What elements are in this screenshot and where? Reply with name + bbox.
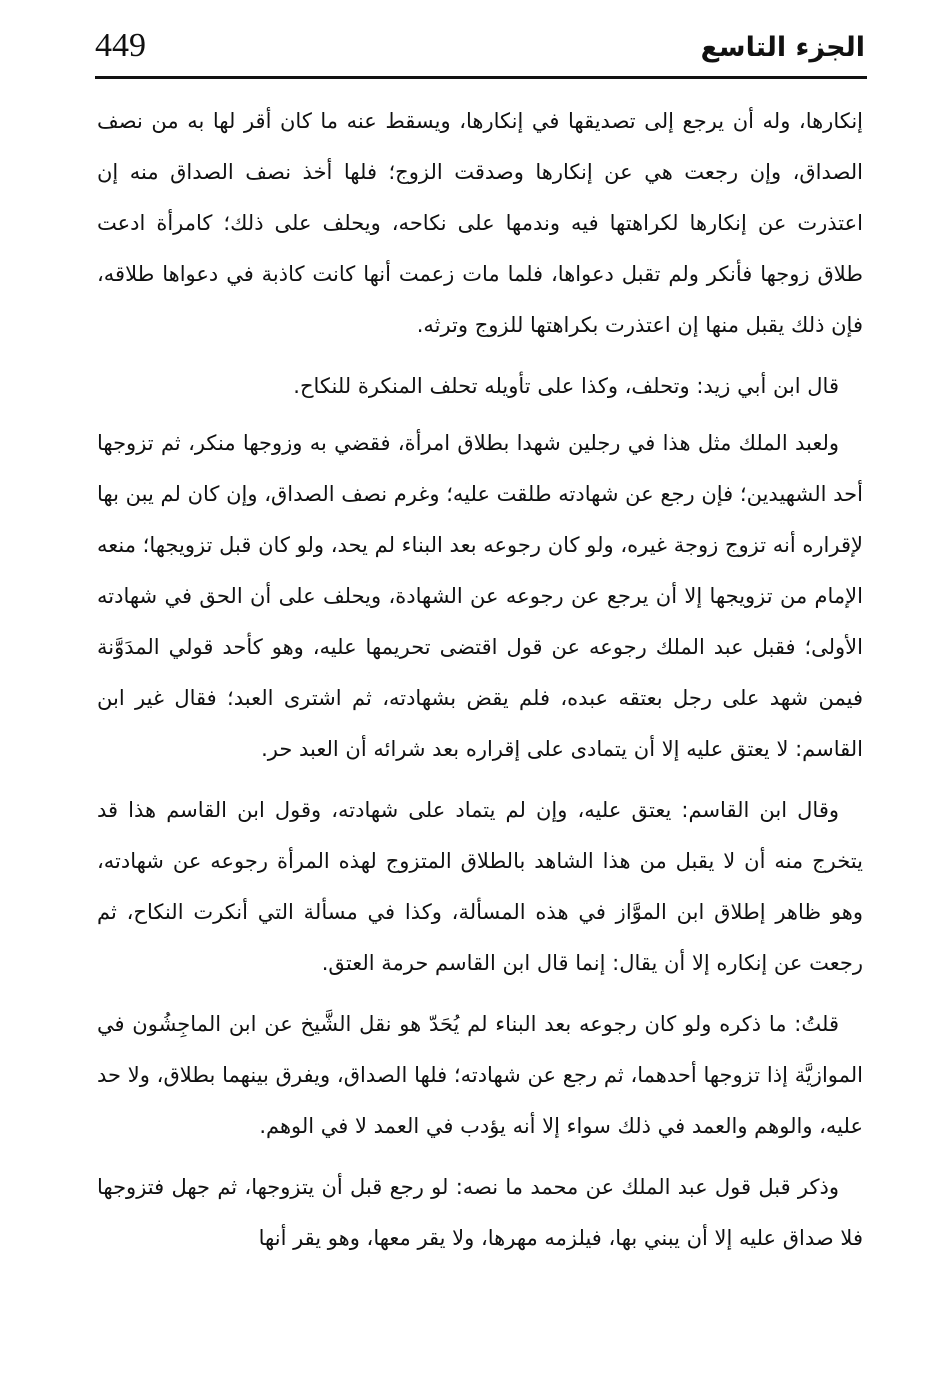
page-header [95,22,865,72]
running-title: الجزء التاسع [700,32,865,63]
page-number: 449 [95,27,146,64]
page-body [97,96,863,1274]
paragraph-2: قال ابن أبي زيد: وتحلف، وكذا على تأويله تحلف المنكرة للنكاح. [293,374,839,398]
paragraph-3: ولعبد الملك مثل هذا في رجلين شهدا بطلاق امرأة، فقضي به وزوجها منكر، ثم تزوجها أحد الشهيدين؛ فإن رجع عن شهادته طلقت عليه؛ وغرم نصف الصداق، وإن كان لم يبن بها لإقراره أنه تزوج زوجة غيره، ولو كان رجوعه بعد البناء لم يحد، ولو كان قبل تزويجها؛ منعه الإمام من تزويجها إلا أن يرجع عن رجوعه عن الشهادة، ويحلف على أن الحق في شهادته الأولى؛ فقبل عبد الملك رجوعه عن قول اقتضى تحريمها عليه، وهو كأحد قولي المدَوَّنة فيمن شهد على رجل بعتقه عبده، فلم يقض بشهادته، ثم اشترى العبد؛ فقال غير ابن القاسم: لا يعتق عليه إلا أن يتمادى على إقراره بعد شرائه أن العبد حر. [97,431,863,761]
paragraph-5: قلتُ: ما ذكره ولو كان رجوعه بعد البناء لم يُحَدّ هو نقل الشَّيخ عن ابن الماجِشُون في الموازيَّة إذا تزوجها أحدهما، ثم رجع عن شهادته؛ فلها الصداق، ويفرق بينهما بطلاق، ولا حد عليه، والوهم والعمد في ذلك سواء إلا أنه يؤدب في العمد لا في الوهم. [97,1012,863,1138]
header-divider [95,76,867,79]
paragraph-4: وقال ابن القاسم: يعتق عليه، وإن لم يتماد على شهادته، وقول ابن القاسم هذا قد يتخرج منه أن لا يقبل من هذا الشاهد بالطلاق المتزوج لهذه المرأة رجوعه عن شهادته، وهو ظاهر إطلاق ابن الموَّاز في هذه المسألة، وكذا في مسألة التي أنكرت النكاح، ثم رجعت عن إنكاره إلا أن يقال: إنما قال ابن القاسم حرمة العتق. [97,798,863,975]
paragraph-1: إنكارها، وله أن يرجع إلى تصديقها في إنكارها، ويسقط عنه ما كان أقر لها به من نصف الصداق، وإن رجعت هي عن إنكارها وصدقت الزوج؛ فلها أخذ نصف الصداق منه إن اعتذرت عن إنكارها لكراهتها فيه وندمها على نكاحه، ويحلف على ذلك؛ كامرأة ادعت طلاق زوجها فأنكر ولم تقبل دعواها، فلما مات زعمت أنها كانت كاذبة في دعواها طلاقه، فإن ذلك يقبل منها إن اعتذرت بكراهتها للزوج وترثه. [97,109,863,337]
paragraph-6: وذكر قبل قول عبد الملك عن محمد ما نصه: لو رجع قبل أن يتزوجها، ثم جهل فتزوجها فلا صداق عليه إلا أن يبني بها، فيلزمه مهرها، ولا يقر معها، وهو يقر أنها [97,1175,863,1250]
